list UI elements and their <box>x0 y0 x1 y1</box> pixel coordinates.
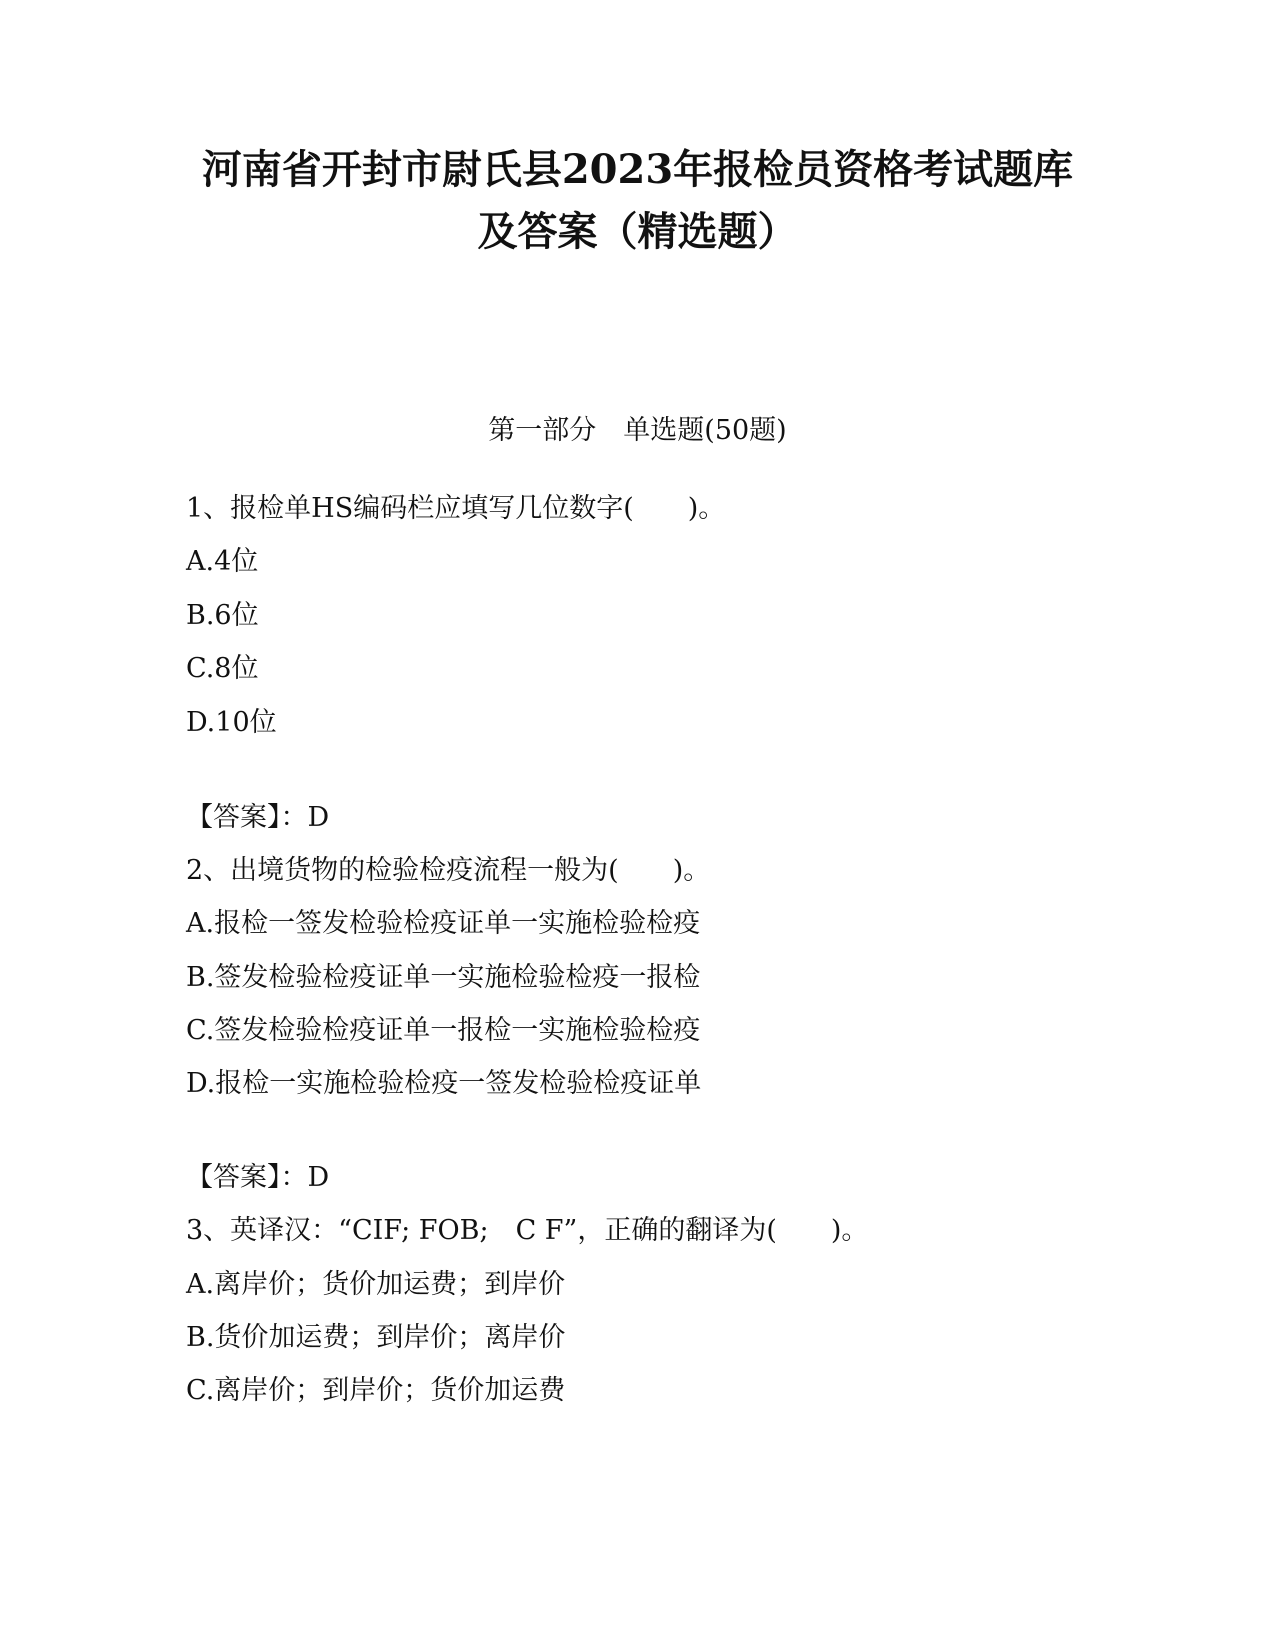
question-1-option-a: A.4位 <box>186 546 259 577</box>
question-3-stem: 3、英译汉：“CIF; FOB; C F”，正确的翻译为( )。 <box>186 1215 869 1246</box>
question-1-option-b: B.6位 <box>186 600 259 631</box>
question-2-option-d: D.报检一实施检验检疫一签发检验检疫证单 <box>186 1068 702 1099</box>
question-3-option-b: B.货价加运费；到岸价；离岸价 <box>186 1322 566 1353</box>
section-heading: 第一部分 单选题(50题) <box>488 415 787 446</box>
question-3-option-c: C.离岸价；到岸价；货价加运费 <box>186 1375 566 1406</box>
title-line-2: 及答案（精选题） <box>477 208 798 255</box>
question-3-option-a: A.离岸价；货价加运费；到岸价 <box>186 1269 566 1300</box>
question-1-option-d: D.10位 <box>186 707 277 738</box>
question-2-option-a: A.报检一签发检验检疫证单一实施检验检疫 <box>186 908 701 939</box>
question-1-answer: 【答案】：D <box>186 802 330 833</box>
question-2-option-c: C.签发检验检疫证单一报检一实施检验检疫 <box>186 1015 701 1046</box>
question-2-answer: 【答案】：D <box>186 1162 330 1193</box>
title-line-1: 河南省开封市尉氏县2023年报检员资格考试题库 <box>201 146 1074 193</box>
question-2-stem: 2、出境货物的检验检疫流程一般为( )。 <box>186 855 711 886</box>
question-1-option-c: C.8位 <box>186 653 259 684</box>
question-2-option-b: B.签发检验检疫证单一实施检验检疫一报检 <box>186 962 701 993</box>
document-title <box>0 139 1275 263</box>
question-1-stem: 1、报检单HS编码栏应填写几位数字( )。 <box>186 493 726 524</box>
